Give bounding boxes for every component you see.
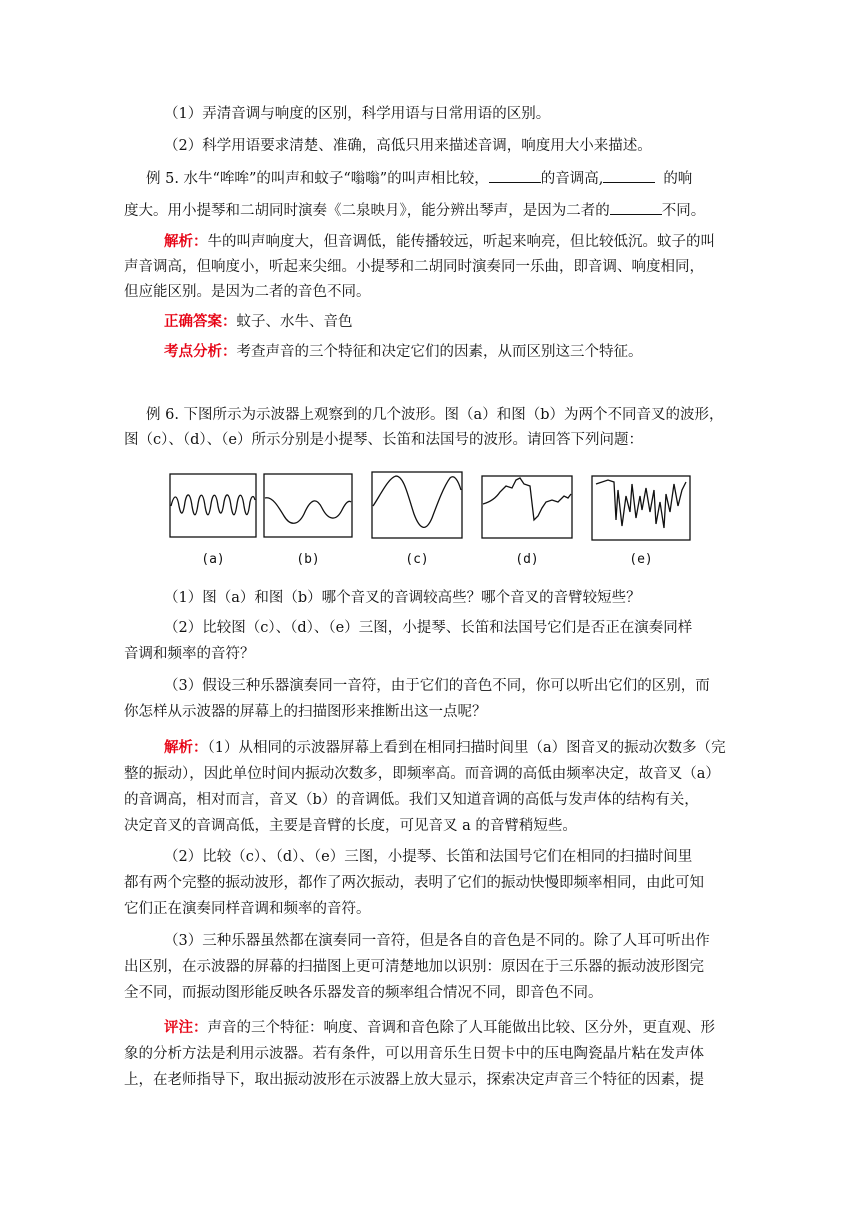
note-2: （2）科学用语要求清楚、准确，高低只用来描述音调，响度用大小来描述。	[164, 138, 652, 154]
example-5-analysis-line-1	[164, 232, 764, 252]
question-3-line-2: 你怎样从示波器的屏幕上的扫描图形来推断出这一点呢？	[124, 704, 487, 720]
example-5-question-line-2	[124, 200, 724, 221]
key-point-text: 考查声音的三个特征和决定它们的因素，从而区别这三个特征。	[236, 344, 643, 360]
note-1: （1）弄清音调与响度的区别，科学用语与日常用语的区别。	[164, 106, 551, 122]
waveform-e	[596, 480, 686, 528]
caption-b: (b)	[296, 552, 320, 567]
analysis-label: 解析：	[164, 233, 208, 250]
example-6-analysis-1-line-1	[164, 738, 764, 758]
example-5-text-b: 的音调高,	[540, 171, 604, 187]
oscilloscope-waveforms-figure	[160, 466, 700, 576]
question-2-line-1: （2）比较图（c）、（d）、（e）三图，小提琴、长笛和法国号它们是否正在演奏同样	[164, 620, 693, 636]
comment-text: 声音的三个特征：响度、音调和音色除了人耳能做出比较、区分外，更直观、形	[207, 1020, 715, 1036]
example-6-question-line-1: 例 6. 下图所示为示波器上观察到的几个波形。图（a）和图（b）为两个不同音叉的波形，	[146, 407, 724, 423]
caption-a: (a)	[201, 552, 225, 567]
example-6-analysis-1-line-3: 的音调高，相对而言，音叉（b）的音调低。我们又知道音调的高低与发声体的结构有关，	[124, 792, 699, 808]
example-5-answer	[164, 312, 764, 332]
example-5-analysis-line-3: 但应能区别。是因为二者的音色不同。	[124, 284, 371, 300]
answer-label: 正确答案：	[164, 313, 237, 330]
caption-e: (e)	[629, 552, 653, 567]
comment-line-3: 上，在老师指导下，取出振动波形在示波器上放大显示，探索决定声音三个特征的因素，提	[124, 1072, 704, 1088]
example-5-analysis-line-2: 声音调高，但响度小，听起来尖细。小提琴和二胡同时演奏同一乐曲，即音调、响度相同，	[124, 259, 704, 275]
comment-label: 评注：	[164, 1019, 208, 1036]
example-5-text-a: 例 5. 水牛“哞哞”的叫声和蚊子“嗡嗡”的叫声相比较，	[146, 171, 489, 187]
blank-3	[610, 200, 662, 215]
example-6-analysis-1-line-2: 整的振动），因此单位时间内振动次数多，即频率高。而音调的高低由频率决定，故音叉（a）	[124, 766, 720, 782]
question-1: （1）图（a）和图（b）哪个音叉的音调较高些？哪个音叉的音臂较短些？	[164, 590, 641, 606]
question-2-line-2: 音调和频率的音符？	[124, 646, 255, 662]
example-6-analysis-3-line-3: 全不同，而振动图形能反映各乐器发音的频率组合情况不同，即音色不同。	[124, 985, 603, 1001]
waveform-a	[171, 495, 255, 515]
example-5-text-d: 度大。用小提琴和二胡同时演奏《二泉映月》，能分辨出琴声，是因为二者的	[124, 203, 610, 219]
example-5-question-line-1	[146, 168, 746, 189]
example-6-analysis-2-line-3: 它们正在演奏同样音调和频率的音符。	[124, 901, 371, 917]
comment-line-1	[164, 1018, 764, 1038]
comment-line-2: 象的分析方法是利用示波器。若有条件，可以用音乐生日贺卡中的压电陶瓷晶片粘在发声体	[124, 1046, 704, 1062]
waveform-e-frame	[592, 476, 690, 540]
analysis-1-text: （1）从相同的示波器屏幕上看到在相同扫描时间里（a）图音叉的振动次数多（完	[207, 740, 726, 756]
analysis-text: 牛的叫声响度大，但音调低，能传播较远，听起来响亮，但比较低沉。蚊子的叫	[207, 234, 715, 250]
waveforms-svg	[160, 466, 700, 552]
example-5-text-e: 不同。	[661, 203, 706, 219]
blank-2	[603, 168, 655, 183]
question-3-line-1: （3）假设三种乐器演奏同一音符，由于它们的音色不同，你可以听出它们的区别，而	[164, 678, 710, 694]
answer-text: 蚊子、水牛、音色	[236, 314, 353, 330]
analysis-label-2: 解析：	[164, 739, 208, 756]
key-point-label: 考点分析：	[164, 343, 237, 360]
example-6-analysis-2-line-2: 都有两个完整的振动波形，都作了两次振动，表明了它们的振动快慢即频率相同，由此可知	[124, 875, 704, 891]
example-6-analysis-3-line-2: 出区别，在示波器的屏幕的扫描图上更可清楚地加以识别：原因在于三乐器的振动波形图完	[124, 959, 704, 975]
example-6-analysis-2-line-1: （2）比较（c）、（d）、（e）三图，小提琴、长笛和法国号它们在相同的扫描时间里	[164, 849, 693, 865]
example-6-analysis-1-line-4: 决定音叉的音调高低，主要是音臂的长度，可见音叉 a 的音臂稍短些。	[124, 818, 577, 834]
waveform-c-frame	[372, 472, 462, 538]
waveform-c	[373, 476, 461, 527]
example-5-text-c: 的响	[663, 171, 693, 187]
example-6-analysis-3-line-1: （3）三种乐器虽然都在演奏同一音符，但是各自的音色是不同的。除了人耳可听出作	[164, 933, 710, 949]
example-5-key-point	[164, 342, 764, 362]
waveform-d	[483, 478, 571, 520]
waveform-b	[265, 498, 351, 524]
caption-c: (c)	[405, 552, 429, 567]
example-6-question-line-2: 图（c）、（d）、（e）所示分别是小提琴、长笛和法国号的波形。请回答下列问题：	[124, 432, 643, 448]
caption-d: (d)	[515, 552, 539, 567]
waveform-a-frame	[170, 474, 256, 537]
blank-1	[489, 168, 541, 183]
